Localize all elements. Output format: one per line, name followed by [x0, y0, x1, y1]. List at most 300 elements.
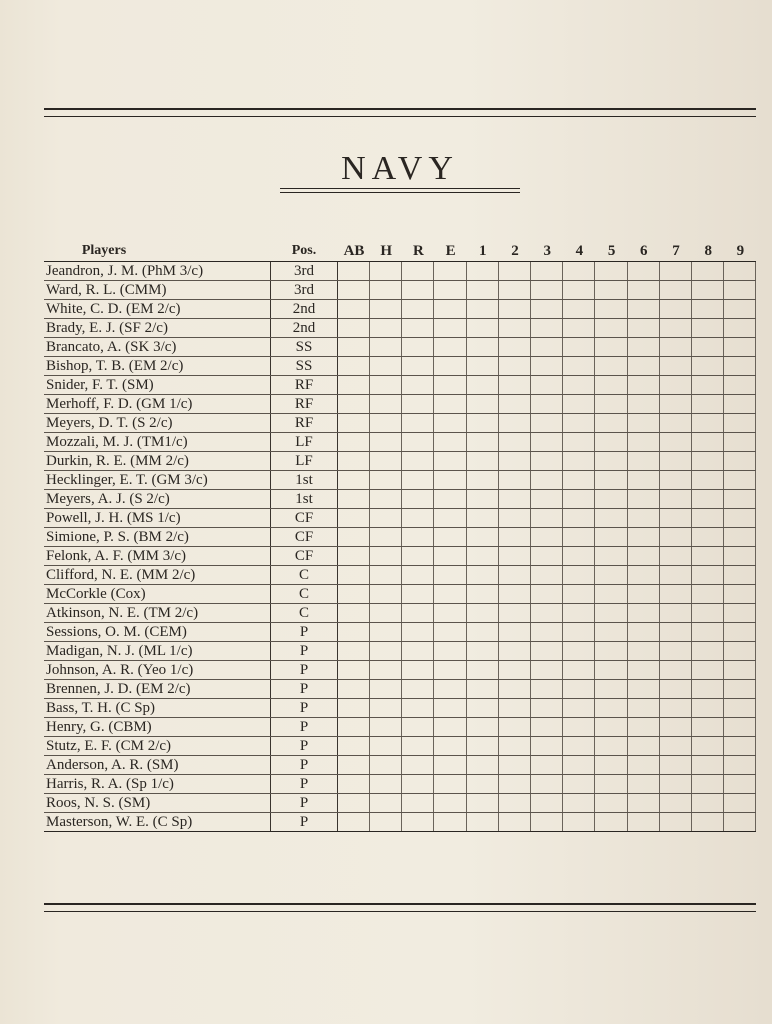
score-cell — [467, 566, 499, 584]
score-cell — [531, 642, 563, 660]
score-cell — [531, 300, 563, 318]
score-cell — [435, 395, 467, 413]
score-cell — [596, 376, 628, 394]
score-cell — [660, 528, 692, 546]
score-cell — [531, 528, 563, 546]
score-cell — [724, 680, 756, 698]
table-row — [44, 281, 756, 300]
bottom-double-rule — [44, 903, 756, 912]
table-row — [44, 338, 756, 357]
score-cell — [499, 737, 531, 755]
score-cell — [402, 452, 434, 470]
score-cell — [563, 642, 595, 660]
score-cell — [435, 756, 467, 774]
score-cell — [435, 661, 467, 679]
score-cell — [724, 338, 756, 356]
score-cell — [370, 509, 402, 527]
score-cell — [660, 718, 692, 736]
score-cell — [563, 528, 595, 546]
score-cell — [370, 604, 402, 622]
player-name: Stutz, E. F. (CM 2/c) — [46, 738, 172, 754]
score-cell — [692, 319, 724, 337]
score-cell — [596, 661, 628, 679]
score-cell — [692, 528, 724, 546]
score-cell — [628, 395, 660, 413]
score-cell — [467, 756, 499, 774]
score-cell — [531, 471, 563, 489]
score-cell — [370, 319, 402, 337]
score-cell — [499, 395, 531, 413]
score-cell — [435, 737, 467, 755]
score-cell — [499, 490, 531, 508]
score-cell — [467, 604, 499, 622]
score-cell — [628, 262, 660, 280]
score-cell — [660, 319, 692, 337]
score-cell — [338, 300, 370, 318]
player-name: Harris, R. A. (Sp 1/c) — [46, 776, 174, 792]
stat-column-header: 1 — [479, 243, 487, 259]
score-cell — [563, 338, 595, 356]
score-cell — [531, 433, 563, 451]
score-cell — [531, 718, 563, 736]
score-cell — [724, 661, 756, 679]
score-cell — [563, 756, 595, 774]
score-cell — [628, 490, 660, 508]
score-cell — [628, 471, 660, 489]
score-cell — [531, 490, 563, 508]
score-cell — [467, 813, 499, 831]
score-cell — [467, 585, 499, 603]
score-cell — [402, 585, 434, 603]
score-cell — [435, 414, 467, 432]
score-cell — [531, 414, 563, 432]
score-cell — [402, 623, 434, 641]
score-cell — [596, 756, 628, 774]
title-underline — [280, 188, 520, 193]
score-cell — [467, 737, 499, 755]
score-cell — [338, 585, 370, 603]
player-name: Felonk, A. F. (MM 3/c) — [46, 548, 187, 564]
score-cell — [435, 490, 467, 508]
score-cell — [596, 604, 628, 622]
score-cell — [402, 661, 434, 679]
score-cell — [628, 433, 660, 451]
score-cell — [563, 433, 595, 451]
score-cell — [563, 813, 595, 831]
table-row — [44, 585, 756, 604]
player-position: CF — [270, 547, 338, 565]
score-cell — [628, 300, 660, 318]
score-cell — [402, 756, 434, 774]
score-cell — [628, 604, 660, 622]
score-cell — [338, 642, 370, 660]
score-cell — [563, 357, 595, 375]
player-position: RF — [270, 414, 338, 432]
score-cell — [467, 319, 499, 337]
score-cell — [370, 775, 402, 793]
score-cell — [628, 281, 660, 299]
score-cell — [531, 661, 563, 679]
stat-column-header: E — [445, 243, 456, 259]
score-cell — [499, 813, 531, 831]
score-cell — [435, 300, 467, 318]
score-cell — [724, 737, 756, 755]
player-name: McCorkle (Cox) — [46, 586, 146, 602]
score-cell — [402, 699, 434, 717]
score-cell — [660, 471, 692, 489]
score-cell — [499, 699, 531, 717]
score-cell — [402, 566, 434, 584]
score-cell — [596, 433, 628, 451]
player-name: Meyers, D. T. (S 2/c) — [46, 415, 173, 431]
score-cell — [467, 794, 499, 812]
score-cell — [402, 528, 434, 546]
score-cell — [724, 775, 756, 793]
player-position: LF — [270, 452, 338, 470]
player-position: P — [270, 794, 338, 812]
score-cell — [563, 414, 595, 432]
score-cell — [563, 699, 595, 717]
score-cell — [563, 718, 595, 736]
score-cell — [531, 775, 563, 793]
score-cell — [499, 604, 531, 622]
score-cell — [628, 452, 660, 470]
score-cell — [724, 718, 756, 736]
score-cell — [499, 756, 531, 774]
score-cell — [402, 642, 434, 660]
score-cell — [370, 680, 402, 698]
score-cell — [628, 699, 660, 717]
score-cell — [724, 395, 756, 413]
player-name: Madigan, N. J. (ML 1/c) — [46, 643, 193, 659]
player-name: Bass, T. H. (C Sp) — [46, 700, 156, 716]
score-cell — [338, 262, 370, 280]
player-name: Atkinson, N. E. (TM 2/c) — [46, 605, 199, 621]
stat-column-header: 4 — [575, 243, 584, 259]
score-cell — [596, 585, 628, 603]
score-cell — [370, 262, 402, 280]
player-position: LF — [270, 433, 338, 451]
player-name: Masterson, W. E. (C Sp) — [46, 814, 193, 830]
score-cell — [338, 775, 370, 793]
player-position: SS — [270, 357, 338, 375]
table-row — [44, 300, 756, 319]
score-cell — [563, 680, 595, 698]
score-cell — [531, 794, 563, 812]
score-cell — [467, 661, 499, 679]
table-row — [44, 794, 756, 813]
score-cell — [531, 585, 563, 603]
score-cell — [370, 490, 402, 508]
table-row — [44, 642, 756, 661]
stat-column-header: 8 — [704, 243, 712, 259]
score-cell — [724, 471, 756, 489]
score-cell — [435, 623, 467, 641]
score-cell — [531, 319, 563, 337]
score-cell — [338, 357, 370, 375]
player-position: P — [270, 813, 338, 831]
score-cell — [628, 338, 660, 356]
score-cell — [596, 528, 628, 546]
score-cell — [370, 585, 402, 603]
score-cell — [628, 718, 660, 736]
score-cell — [499, 319, 531, 337]
score-cell — [499, 623, 531, 641]
score-cell — [563, 395, 595, 413]
score-cell — [660, 414, 692, 432]
score-cell — [435, 566, 467, 584]
score-cell — [596, 490, 628, 508]
player-name: Simione, P. S. (BM 2/c) — [46, 529, 189, 545]
player-position: CF — [270, 509, 338, 527]
score-cell — [531, 281, 563, 299]
score-cell — [596, 300, 628, 318]
score-cell — [724, 300, 756, 318]
player-name: Clifford, N. E. (MM 2/c) — [46, 567, 196, 583]
score-cell — [596, 680, 628, 698]
table-row — [44, 452, 756, 471]
stat-column-header: 5 — [607, 243, 616, 259]
player-position: RF — [270, 395, 338, 413]
score-cell — [660, 813, 692, 831]
score-cell — [499, 300, 531, 318]
score-cell — [499, 281, 531, 299]
score-cell — [531, 547, 563, 565]
player-name: Mozzali, M. J. (TM1/c) — [46, 434, 188, 450]
score-cell — [628, 813, 660, 831]
score-cell — [692, 737, 724, 755]
score-cell — [660, 338, 692, 356]
player-position: 3rd — [270, 262, 338, 280]
player-position: 1st — [270, 490, 338, 508]
score-cell — [628, 642, 660, 660]
score-cell — [338, 414, 370, 432]
score-cell — [724, 490, 756, 508]
score-cell — [467, 642, 499, 660]
score-cell — [370, 433, 402, 451]
score-cell — [692, 490, 724, 508]
score-cell — [402, 414, 434, 432]
score-cell — [338, 813, 370, 831]
player-position: P — [270, 737, 338, 755]
score-cell — [596, 338, 628, 356]
score-cell — [338, 471, 370, 489]
score-cell — [531, 813, 563, 831]
score-cell — [692, 357, 724, 375]
score-cell — [338, 547, 370, 565]
score-cell — [660, 395, 692, 413]
score-cell — [660, 775, 692, 793]
score-cell — [435, 813, 467, 831]
score-cell — [402, 813, 434, 831]
score-cell — [370, 699, 402, 717]
score-cell — [435, 547, 467, 565]
score-cell — [435, 338, 467, 356]
score-cell — [692, 452, 724, 470]
score-cell — [692, 433, 724, 451]
players-column-header: Players — [81, 243, 127, 258]
player-position: 3rd — [270, 281, 338, 299]
score-cell — [724, 452, 756, 470]
score-cell — [531, 357, 563, 375]
table-row — [44, 319, 756, 338]
score-cell — [499, 547, 531, 565]
score-cell — [596, 775, 628, 793]
score-cell — [370, 718, 402, 736]
player-position: 2nd — [270, 300, 338, 318]
table-row — [44, 262, 756, 281]
score-cell — [402, 338, 434, 356]
score-cell — [724, 357, 756, 375]
score-cell — [660, 566, 692, 584]
score-cell — [402, 281, 434, 299]
score-cell — [563, 319, 595, 337]
player-position: P — [270, 623, 338, 641]
score-cell — [660, 547, 692, 565]
score-cell — [531, 623, 563, 641]
score-cell — [435, 509, 467, 527]
player-position: P — [270, 775, 338, 793]
score-cell — [467, 262, 499, 280]
score-cell — [660, 490, 692, 508]
player-position: 1st — [270, 471, 338, 489]
score-cell — [660, 281, 692, 299]
score-cell — [724, 433, 756, 451]
score-cell — [596, 471, 628, 489]
score-cell — [499, 433, 531, 451]
player-position: P — [270, 718, 338, 736]
score-cell — [628, 566, 660, 584]
score-cell — [596, 794, 628, 812]
score-cell — [370, 528, 402, 546]
score-cell — [338, 281, 370, 299]
score-cell — [724, 623, 756, 641]
stat-column-header: 2 — [511, 243, 519, 259]
score-cell — [531, 262, 563, 280]
score-cell — [435, 718, 467, 736]
score-cell — [467, 338, 499, 356]
player-position: C — [270, 585, 338, 603]
score-cell — [338, 490, 370, 508]
score-cell — [531, 756, 563, 774]
score-cell — [596, 547, 628, 565]
score-cell — [692, 794, 724, 812]
score-cell — [724, 585, 756, 603]
score-cell — [596, 357, 628, 375]
score-cell — [596, 414, 628, 432]
score-cell — [563, 585, 595, 603]
score-cell — [370, 338, 402, 356]
player-position: C — [270, 604, 338, 622]
score-cell — [338, 319, 370, 337]
score-cell — [724, 756, 756, 774]
score-cell — [467, 718, 499, 736]
stat-column-header: 7 — [672, 243, 680, 259]
score-cell — [370, 452, 402, 470]
score-cell — [692, 699, 724, 717]
score-cell — [467, 357, 499, 375]
score-cell — [531, 338, 563, 356]
page-title: NAVY — [341, 150, 459, 187]
score-cell — [692, 661, 724, 679]
score-cell — [370, 566, 402, 584]
roster-table — [44, 262, 756, 832]
player-name: White, C. D. (EM 2/c) — [46, 301, 181, 317]
score-cell — [724, 509, 756, 527]
score-cell — [692, 395, 724, 413]
score-cell — [435, 585, 467, 603]
score-cell — [338, 756, 370, 774]
table-row — [44, 471, 756, 490]
score-cell — [596, 319, 628, 337]
score-cell — [499, 357, 531, 375]
score-cell — [402, 300, 434, 318]
score-cell — [692, 547, 724, 565]
player-name: Snider, F. T. (SM) — [46, 377, 154, 393]
score-cell — [692, 262, 724, 280]
player-name: Ward, R. L. (CMM) — [46, 282, 167, 298]
score-cell — [628, 775, 660, 793]
score-cell — [660, 737, 692, 755]
player-position: P — [270, 642, 338, 660]
score-cell — [467, 509, 499, 527]
score-cell — [692, 718, 724, 736]
score-cell — [692, 775, 724, 793]
score-cell — [435, 319, 467, 337]
score-cell — [692, 338, 724, 356]
score-cell — [338, 794, 370, 812]
score-cell — [338, 452, 370, 470]
score-cell — [724, 376, 756, 394]
score-cell — [402, 737, 434, 755]
player-position: P — [270, 661, 338, 679]
table-row — [44, 509, 756, 528]
score-cell — [596, 566, 628, 584]
score-cell — [499, 775, 531, 793]
score-cell — [435, 528, 467, 546]
score-cell — [370, 395, 402, 413]
table-row — [44, 395, 756, 414]
score-cell — [692, 623, 724, 641]
score-cell — [402, 680, 434, 698]
score-cell — [402, 319, 434, 337]
score-cell — [402, 775, 434, 793]
score-cell — [628, 585, 660, 603]
score-cell — [402, 395, 434, 413]
score-cell — [692, 642, 724, 660]
score-cell — [467, 528, 499, 546]
score-cell — [370, 794, 402, 812]
player-position: 2nd — [270, 319, 338, 337]
player-name: Brennen, J. D. (EM 2/c) — [46, 681, 191, 697]
score-cell — [724, 319, 756, 337]
stat-column-header: 6 — [640, 243, 648, 259]
score-cell — [596, 395, 628, 413]
score-cell — [499, 794, 531, 812]
score-cell — [467, 414, 499, 432]
score-cell — [435, 471, 467, 489]
score-cell — [596, 737, 628, 755]
score-cell — [467, 547, 499, 565]
score-cell — [531, 604, 563, 622]
score-cell — [402, 794, 434, 812]
player-name: Brancato, A. (SK 3/c) — [46, 339, 177, 355]
stat-column-header: R — [412, 243, 424, 259]
table-row — [44, 623, 756, 642]
table-row — [44, 813, 756, 832]
score-cell — [499, 566, 531, 584]
score-cell — [338, 509, 370, 527]
